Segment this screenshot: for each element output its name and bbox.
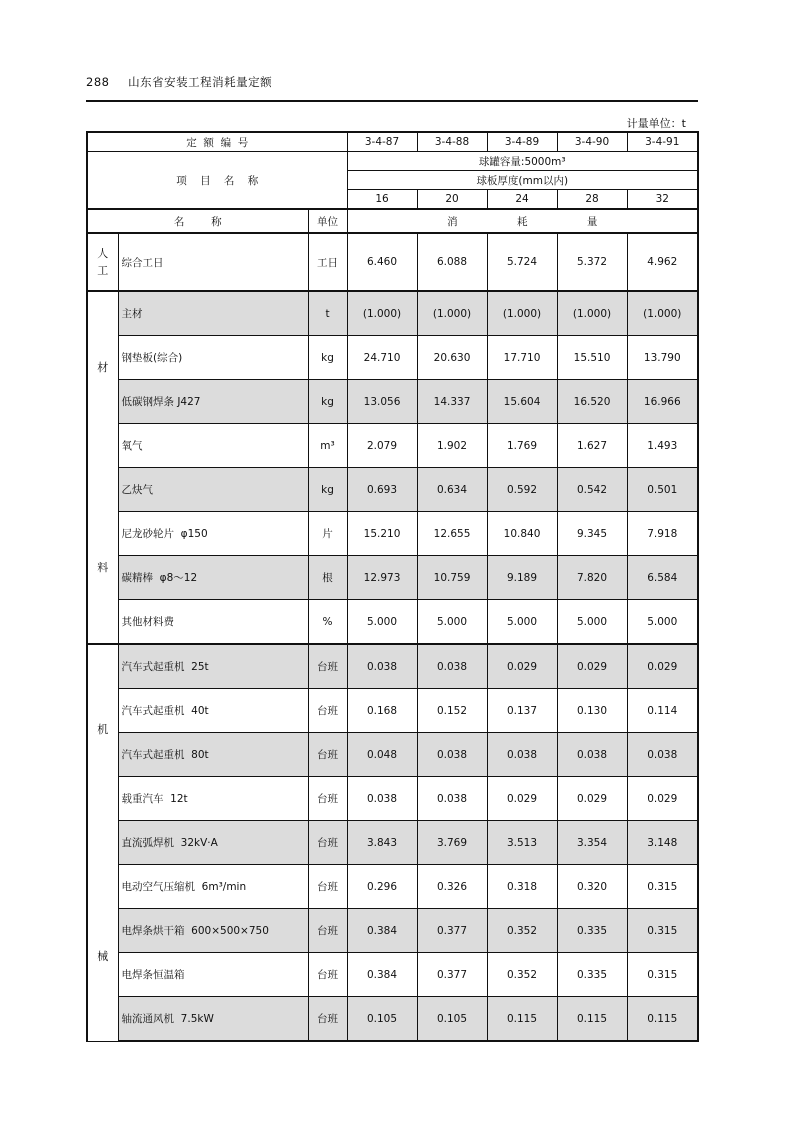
item-value: 0.115	[487, 997, 557, 1042]
item-value: (1.000)	[487, 291, 557, 336]
header-rule	[86, 100, 698, 102]
thickness-2: 20	[417, 190, 487, 210]
quota-table	[86, 131, 699, 1042]
item-value: 15.210	[347, 512, 417, 556]
item-value: 0.114	[627, 689, 698, 733]
materials-row	[87, 468, 698, 512]
item-value: 6.460	[347, 233, 417, 291]
item-value: 5.000	[417, 600, 487, 645]
item-unit: 台班	[308, 644, 347, 689]
quota-code-1: 3-4-87	[347, 132, 417, 152]
quota-code-3: 3-4-89	[487, 132, 557, 152]
item-unit: 台班	[308, 733, 347, 777]
book-title: 山东省安装工程消耗量定额	[128, 75, 273, 89]
item-value: 13.056	[347, 380, 417, 424]
materials-category-cell	[87, 291, 118, 644]
item-value: 2.079	[347, 424, 417, 468]
item-value: 0.377	[417, 953, 487, 997]
thickness-5: 32	[627, 190, 698, 210]
item-value: (1.000)	[417, 291, 487, 336]
thickness-4: 28	[557, 190, 627, 210]
item-value: 0.038	[487, 733, 557, 777]
materials-row	[87, 380, 698, 424]
item-value: 0.029	[487, 644, 557, 689]
item-value: 12.973	[347, 556, 417, 600]
quota-code-row	[87, 132, 698, 152]
item-value: 0.326	[417, 865, 487, 909]
item-value: 0.352	[487, 953, 557, 997]
item-value: 5.000	[627, 600, 698, 645]
item-unit: 根	[308, 556, 347, 600]
item-value: 0.168	[347, 689, 417, 733]
materials-row	[87, 556, 698, 600]
item-value: 0.320	[557, 865, 627, 909]
item-value: 0.115	[557, 997, 627, 1042]
machinery-row	[87, 997, 698, 1042]
item-value: 15.510	[557, 336, 627, 380]
thickness-1: 16	[347, 190, 417, 210]
item-value: 0.038	[347, 777, 417, 821]
item-value: 6.088	[417, 233, 487, 291]
col-unit-header: 单位	[308, 209, 347, 233]
item-unit: 台班	[308, 953, 347, 997]
item-value: 3.843	[347, 821, 417, 865]
item-name: 电焊条烘干箱 600×500×750	[118, 909, 308, 953]
item-value: 0.130	[557, 689, 627, 733]
machinery-row	[87, 777, 698, 821]
machinery-row	[87, 689, 698, 733]
item-unit: kg	[308, 468, 347, 512]
item-value: 5.724	[487, 233, 557, 291]
item-value: (1.000)	[557, 291, 627, 336]
machinery-row	[87, 821, 698, 865]
item-value: 7.918	[627, 512, 698, 556]
machinery-category-char: 械	[97, 949, 109, 963]
materials-row	[87, 424, 698, 468]
materials-row	[87, 291, 698, 336]
item-value: 0.352	[487, 909, 557, 953]
item-value: 14.337	[417, 380, 487, 424]
item-value: 17.710	[487, 336, 557, 380]
item-value: 0.029	[557, 777, 627, 821]
item-value: 0.315	[627, 865, 698, 909]
item-value: 0.318	[487, 865, 557, 909]
item-unit: t	[308, 291, 347, 336]
materials-row	[87, 512, 698, 556]
item-name: 钢垫板(综合)	[118, 336, 308, 380]
machinery-row	[87, 644, 698, 689]
item-name: 汽车式起重机 25t	[118, 644, 308, 689]
item-value: 5.000	[347, 600, 417, 645]
machinery-row	[87, 953, 698, 997]
item-value: 0.029	[487, 777, 557, 821]
item-value: 0.038	[627, 733, 698, 777]
column-header-row	[87, 209, 698, 233]
labor-category-label	[88, 247, 118, 277]
item-name: 载重汽车 12t	[118, 777, 308, 821]
item-value: 10.840	[487, 512, 557, 556]
item-unit: 台班	[308, 865, 347, 909]
item-unit: 台班	[308, 689, 347, 733]
consumption-char-1: 消	[447, 215, 458, 228]
item-name: 轴流通风机 7.5kW	[118, 997, 308, 1042]
item-name: 直流弧焊机 32kV·A	[118, 821, 308, 865]
item-value: 3.354	[557, 821, 627, 865]
machinery-row	[87, 865, 698, 909]
item-value: 0.315	[627, 909, 698, 953]
item-value: 1.769	[487, 424, 557, 468]
quota-code-4: 3-4-90	[557, 132, 627, 152]
item-value: 0.315	[627, 953, 698, 997]
thickness-3: 24	[487, 190, 557, 210]
consumption-char-2: 耗	[517, 215, 528, 228]
item-unit: kg	[308, 380, 347, 424]
plate-thickness-label: 球板厚度(mm以内)	[347, 171, 698, 190]
item-value: 0.542	[557, 468, 627, 512]
machinery-category-cell	[87, 644, 118, 1041]
item-value: 3.769	[417, 821, 487, 865]
item-value: 1.627	[557, 424, 627, 468]
item-unit: 台班	[308, 997, 347, 1042]
item-value: 9.189	[487, 556, 557, 600]
item-value: 0.038	[347, 644, 417, 689]
quota-code-5: 3-4-91	[627, 132, 698, 152]
item-value: 0.115	[627, 997, 698, 1042]
item-unit: 台班	[308, 821, 347, 865]
item-name: 综合工日	[118, 233, 308, 291]
machinery-row	[87, 909, 698, 953]
item-value: 3.148	[627, 821, 698, 865]
item-value: 3.513	[487, 821, 557, 865]
item-value: 1.493	[627, 424, 698, 468]
item-value: 15.604	[487, 380, 557, 424]
capacity-row	[87, 152, 698, 171]
item-value: 0.029	[627, 644, 698, 689]
item-value: 5.372	[557, 233, 627, 291]
item-value: 0.038	[417, 733, 487, 777]
item-value: 12.655	[417, 512, 487, 556]
item-unit: kg	[308, 336, 347, 380]
page-header	[86, 74, 696, 96]
item-name: 汽车式起重机 80t	[118, 733, 308, 777]
item-value: 0.038	[417, 777, 487, 821]
tank-capacity: 球罐容量:5000m³	[347, 152, 698, 171]
item-value: 0.335	[557, 953, 627, 997]
item-value: 0.377	[417, 909, 487, 953]
item-unit: m³	[308, 424, 347, 468]
item-name: 乙炔气	[118, 468, 308, 512]
item-unit: 台班	[308, 909, 347, 953]
item-unit: 台班	[308, 777, 347, 821]
item-value: 5.000	[487, 600, 557, 645]
quota-code-2: 3-4-88	[417, 132, 487, 152]
item-value: 0.029	[627, 777, 698, 821]
quota-code-label: 定 额 编 号	[87, 132, 347, 152]
item-name: 低碳钢焊条 J427	[118, 380, 308, 424]
materials-category-char: 材	[97, 361, 109, 374]
machinery-row	[87, 733, 698, 777]
labor-category-char: 人	[97, 247, 109, 260]
item-name: 主材	[118, 291, 308, 336]
item-value: 0.335	[557, 909, 627, 953]
materials-row	[87, 336, 698, 380]
materials-category-label	[88, 361, 118, 574]
item-value: 0.029	[557, 644, 627, 689]
materials-category-char: 料	[97, 560, 109, 574]
item-value: 6.584	[627, 556, 698, 600]
consumption-char-3: 量	[586, 215, 598, 228]
item-name: 其他材料费	[118, 600, 308, 645]
item-value: 0.137	[487, 689, 557, 733]
materials-row	[87, 600, 698, 645]
item-value: 0.296	[347, 865, 417, 909]
item-unit: 工日	[308, 233, 347, 291]
item-value: 0.384	[347, 953, 417, 997]
item-value: 0.634	[417, 468, 487, 512]
item-value: 20.630	[417, 336, 487, 380]
machinery-category-label	[88, 723, 118, 963]
page-number: 288	[86, 75, 110, 89]
item-value: 16.520	[557, 380, 627, 424]
labor-category-cell	[87, 233, 118, 291]
item-value: (1.000)	[347, 291, 417, 336]
item-value: 0.105	[417, 997, 487, 1042]
item-value: 0.384	[347, 909, 417, 953]
item-value: 0.038	[557, 733, 627, 777]
item-name: 汽车式起重机 40t	[118, 689, 308, 733]
item-unit: 片	[308, 512, 347, 556]
item-value: (1.000)	[627, 291, 698, 336]
item-value: 4.962	[627, 233, 698, 291]
item-value: 0.048	[347, 733, 417, 777]
col-name-header: 名 称	[87, 209, 308, 233]
item-value: 10.759	[417, 556, 487, 600]
item-name-label: 项 目 名 称	[87, 152, 347, 210]
item-unit: %	[308, 600, 347, 645]
unit-label: 计量单位：t	[626, 117, 686, 130]
item-value: 0.693	[347, 468, 417, 512]
item-name: 氧气	[118, 424, 308, 468]
item-value: 5.000	[557, 600, 627, 645]
item-value: 16.966	[627, 380, 698, 424]
item-value: 9.345	[557, 512, 627, 556]
item-name: 电焊条恒温箱	[118, 953, 308, 997]
item-name: 电动空气压缩机 6m³/min	[118, 865, 308, 909]
labor-row	[87, 233, 698, 291]
item-value: 0.501	[627, 468, 698, 512]
item-value: 13.790	[627, 336, 698, 380]
item-value: 0.105	[347, 997, 417, 1042]
item-name: 碳精棒 φ8～12	[118, 556, 308, 600]
item-value: 0.592	[487, 468, 557, 512]
labor-category-char: 工	[97, 263, 109, 277]
item-value: 24.710	[347, 336, 417, 380]
item-value: 7.820	[557, 556, 627, 600]
item-value: 1.902	[417, 424, 487, 468]
item-value: 0.152	[417, 689, 487, 733]
machinery-category-char: 机	[97, 722, 109, 736]
item-value: 0.038	[417, 644, 487, 689]
item-name: 尼龙砂轮片 φ150	[118, 512, 308, 556]
col-consumption-header	[347, 209, 698, 233]
